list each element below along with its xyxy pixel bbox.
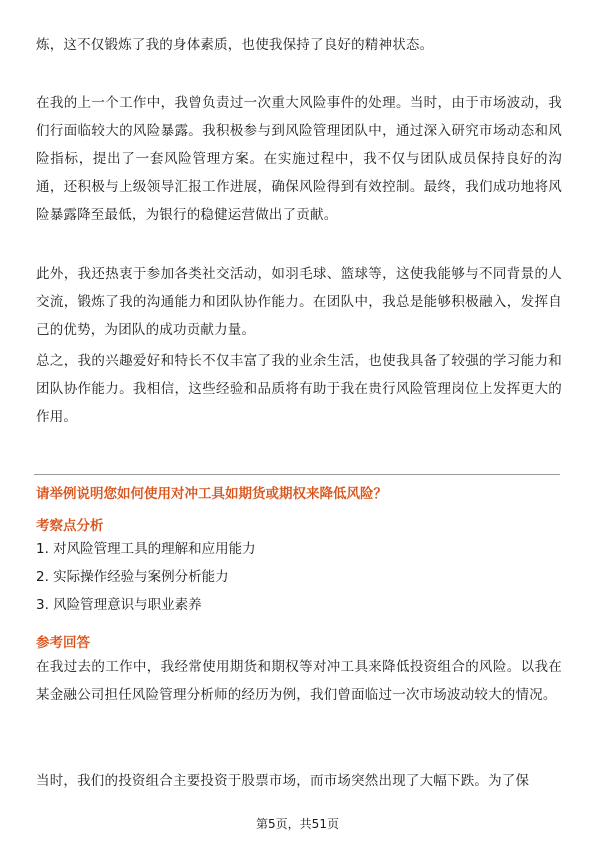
paragraph-answer-example: 在我过去的工作中，我经常使用期货和期权等对冲工具来降低投资组合的风险。以我在某金融公司担任风险管理分析师的经历为例，我们曾面临过一次市场波动较大的情况。 [36,659,562,703]
paragraph-conclusion: 总之，我的兴趣爱好和特长不仅丰富了我的业余生活，也使我具备了较强的学习能力和团队协作能力。我相信，这些经验和品质将有助于我在贵行风险管理岗位上发挥更大的作用。 [36,353,562,425]
paragraph-answer-continued: 当时，我们的投资组合主要投资于股票市场，而市场突然出现了大幅下跌。为了保 [36,773,530,789]
list-item: 1. 对风险管理工具的理解和应用能力 [36,541,256,557]
section-divider [34,474,560,475]
analysis-heading: 考察点分析 [36,518,104,534]
paragraph-social-activities: 此外，我还热衷于参加各类社交活动，如羽毛球、篮球等，这使我能够与不同背景的人交流，锻炼了我的沟通能力和团队协作能力。在团队中，我总是能够积极融入，发挥自己的优势，为团队的成功贡献力量。 [36,266,562,338]
page-number: 第5页，共51页 [256,817,339,831]
list-item: 3. 风险管理意识与职业素养 [36,597,202,613]
question-title: 请举例说明您如何使用对冲工具如期货或期权来降低风险？ [36,486,387,502]
list-item: 2. 实际操作经验与案例分析能力 [36,569,229,585]
paragraph-risk-event: 在我的上一个工作中，我曾负责过一次重大风险事件的处理。当时，由于市场波动，我们行面临较大的风险暴露。我积极参与到风险管理团队中，通过深入研究市场动态和风险指标，提出了一套风险管理方案。在实施过程中，我不仅与团队成员保持良好的沟通，还积极与上级领导汇报工作进展，确保风险得到有效控制。最终，我们成功地将风险暴露降至最低，为银行的稳健运营做出了贡献。 [36,95,562,223]
answer-heading: 参考回答 [36,635,90,651]
analysis-list [36,535,256,619]
paragraph-intro-tail: 炼，这不仅锻炼了我的身体素质，也使我保持了良好的精神状态。 [36,37,434,53]
